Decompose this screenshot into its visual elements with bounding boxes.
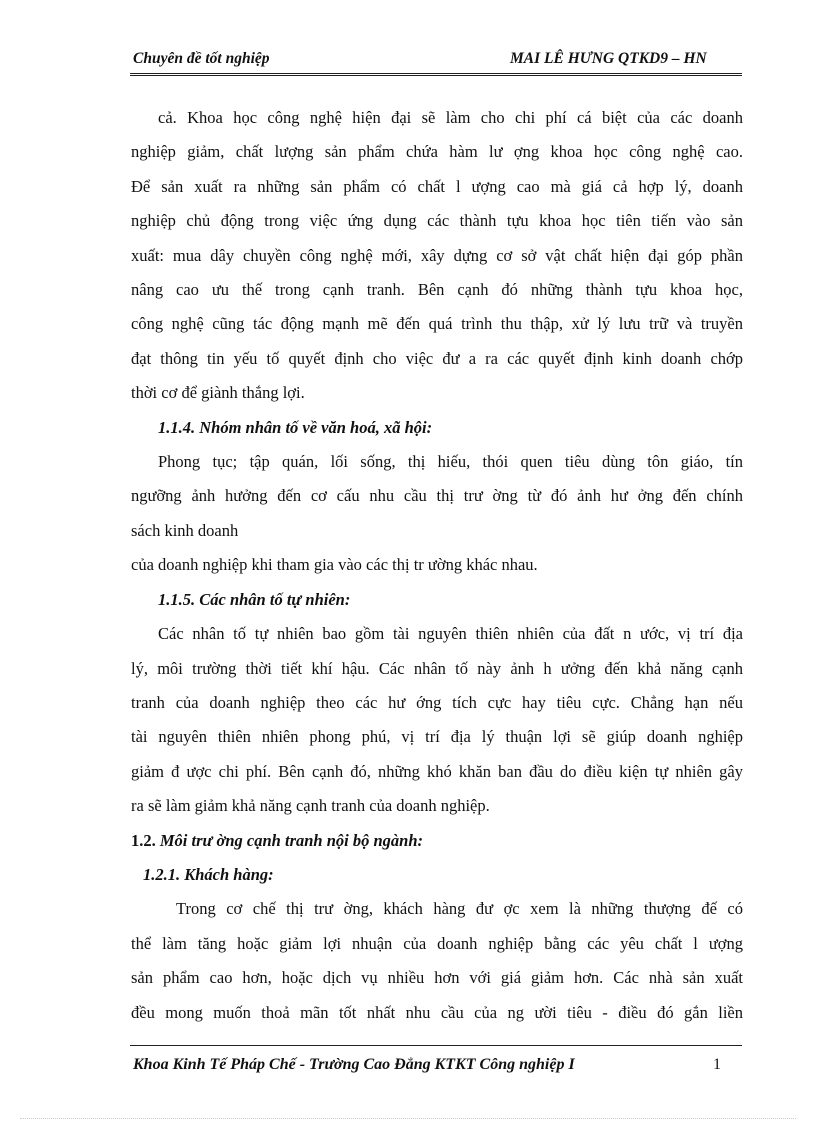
paragraph: cả. Khoa học công nghệ hiện đại sẽ làm cho chi phí cá biệt của các doanh	[158, 108, 743, 127]
section-heading-1-2-1: 1.2.1. Khách hàng:	[143, 864, 274, 884]
paragraph: thể làm tăng hoặc giảm lợi nhuận của doanh nghiệp bằng các yêu chất l ượng	[131, 933, 743, 953]
header-rule	[130, 73, 742, 74]
section-heading-1-2	[131, 824, 743, 858]
paragraph: ngưỡng ảnh hưởng đến cơ cấu nhu cầu thị trư ờng từ đó ảnh hư ởng đến chính	[131, 486, 743, 506]
paragraph: nâng cao ưu thế trong cạnh tranh. Bên cạnh đó những thành tựu khoa học,	[131, 280, 743, 300]
paragraph: ra sẽ làm giảm khả năng cạnh tranh của doanh nghiệp.	[131, 796, 490, 816]
paragraph: Các nhân tố tự nhiên bao gồm tài nguyên thiên nhiên của đất n ước, vị trí địa	[158, 624, 743, 644]
section-heading-1-1-5: 1.1.5. Các nhân tố tự nhiên:	[158, 589, 351, 609]
section-number: 1.2.	[131, 830, 160, 850]
paragraph: Trong cơ chế thị trư ờng, khách hàng đư ợc xem là những thượng đế có	[176, 899, 743, 919]
document-body	[131, 101, 743, 1030]
paragraph: sản phẩm cao hơn, hoặc dịch vụ nhiều hơn với giá giảm hơn. Các nhà sản xuất	[131, 968, 743, 988]
paragraph: giảm đ ược chi phí. Bên cạnh đó, những khó khăn ban đầu do điều kiện tự nhiên gây	[131, 761, 743, 781]
paragraph: tài nguyên thiên nhiên phong phú, vị trí địa lý thuận lợi sẽ giúp doanh nghiệp	[131, 727, 743, 747]
header-right: MAI LÊ HƯNG QTKD9 – HN	[510, 50, 707, 67]
footer-rule	[130, 1045, 742, 1046]
paragraph: sách kinh doanh	[131, 520, 239, 540]
header-rule-2	[130, 75, 742, 76]
paragraph: nghiệp chủ động trong việc ứng dụng các thành tựu khoa học tiên tiến vào sản	[131, 211, 743, 231]
footer-text: Khoa Kinh Tế Pháp Chế - Trường Cao Đẳng KTKT Công nghiệp I	[133, 1056, 575, 1073]
paragraph: Phong tục; tập quán, lối sống, thị hiếu, thói quen tiêu dùng tôn giáo, tín	[158, 452, 743, 472]
paragraph: công nghệ cũng tác động mạnh mẽ đến quá trình thu thập, xử lý lưu trữ và truyền	[131, 314, 743, 334]
paragraph: Để sản xuất ra những sản phẩm có chất l ượng cao mà giá cả hợp lý, doanh	[131, 176, 743, 196]
paragraph: đạt thông tin yếu tố quyết định cho việc đư a ra các quyết định kinh doanh chớp	[131, 348, 743, 368]
paragraph: tranh của doanh nghiệp theo các hư ớng tích cực hay tiêu cực. Chẳng hạn nếu	[131, 692, 743, 712]
paragraph: lý, môi trường thời tiết khí hậu. Các nhân tố này ảnh h ưởng đến khả năng cạnh	[131, 658, 743, 678]
paragraph: nghiệp giảm, chất lượng sản phẩm chứa hàm lư ợng khoa học công nghệ cao.	[131, 142, 743, 162]
section-heading-1-1-4: 1.1.4. Nhóm nhân tố về văn hoá, xã hội:	[158, 417, 433, 437]
header-left: Chuyên đề tốt nghiệp	[133, 50, 270, 67]
section-title: Môi trư ờng cạnh tranh nội bộ ngành:	[159, 830, 423, 850]
paragraph: của doanh nghiệp khi tham gia vào các thị tr ường khác nhau.	[131, 555, 538, 575]
paragraph: xuất: mua dây chuyền công nghệ mới, xây dựng cơ sở vật chất hiện đại góp phần	[131, 245, 743, 265]
page-number: 1	[713, 1056, 721, 1073]
paragraph: đều mong muốn thoả mãn tốt nhất nhu cầu của ng ười tiêu - điều đó gắn liền	[131, 1002, 743, 1022]
page-edge-dots	[20, 1118, 796, 1119]
paragraph: thời cơ để giành thắng lợi.	[131, 383, 305, 403]
